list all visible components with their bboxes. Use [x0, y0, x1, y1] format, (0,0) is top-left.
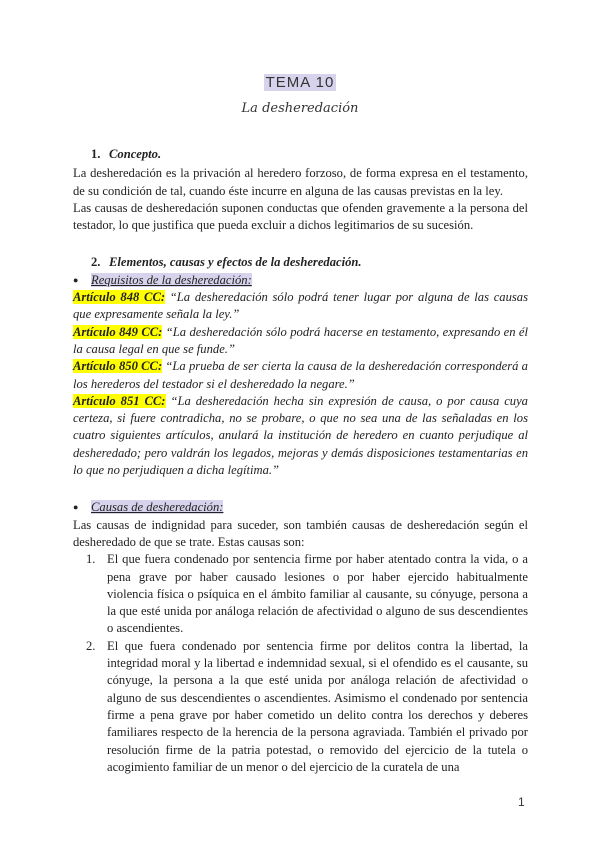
section-heading-2: 2. Elementos, causas y efectos de la desheredación.	[91, 255, 362, 270]
bullet-icon: ●	[73, 502, 79, 513]
section-heading-1: 1. Concepto.	[91, 147, 162, 161]
paragraph: La desheredación es la privación al heredero forzoso, de forma expresa en el testamento, de su condición de tal, cuando éste incurre en alguna de las causas previstas en la ley.	[73, 166, 528, 198]
list-item: 1. El que fuera condenado por sentencia firme por haber atentado contra la vida, o a pena grave por haber causado lesiones o por haber ejercido habitualmente violencia física o psíquica en el ámbito familiar al causante, su cónyuge, persona a la que esté unida por análoga relación de afectividad o alguno de sus descendientes o ascendientes.	[86, 552, 528, 636]
article-quote: Artículo 848 CC: “La desheredación sólo podrá tener lugar por alguna de las causas que expresamente señala la ley.”	[73, 290, 528, 322]
document-body	[73, 146, 528, 776]
page-title: TEMA 10	[265, 74, 335, 91]
bullet-item: ● Causas de desheredación:	[73, 499, 528, 516]
article-quote: Artículo 851 CC: “La desheredación hecha sin expresión de causa, o por causa cuya certeza, si fuere contradicha, no se probare, o que no sea una de las señaladas en los cuatro siguientes artículos, anulará la institución de heredero en cuanto perjudique al desheredado; pero valdrán los legados, mejoras y demás disposiciones testamentarias en lo que no perjudiquen a dicha legítima.”	[73, 393, 528, 478]
bullet-icon: ●	[73, 274, 79, 285]
causes-list	[73, 551, 528, 776]
article-quote: Artículo 849 CC: “La desheredación sólo podrá hacerse en testamento, expresando en él la causa legal en que se funde.”	[73, 324, 529, 356]
page-subtitle: La desheredación	[241, 101, 359, 116]
page-number: 1	[518, 795, 525, 809]
list-item: 2. El que fuera condenado por sentencia firme por delitos contra la libertad, la integridad moral y la libertad e indemnidad sexual, si el ofendido es el causante, su cónyuge, la persona a la que esté unida por análoga relación de afectividad o alguno de sus descendientes o ascendientes. Asimismo el condenado por sentencia firme a pena grave por haber cometido un delito contra los derechos y deberes familiares respecto de la herencia de la persona agraviada. También el privado por resolución firme de la patria potestad, o removido del ejercicio de la tutela o acogimiento familiar de un menor o del ejercicio de la curatela de una	[86, 638, 528, 774]
paragraph: Las causas de desheredación suponen conductas que ofenden gravemente a la persona del testador, lo que justifica que pueda excluir a dichos legitimarios de su sucesión.	[73, 200, 528, 233]
article-quote: Artículo 850 CC: “La prueba de ser cierta la causa de la desheredación corresponderá a los herederos del testador si el desheredado la negare.”	[73, 359, 528, 391]
bullet-item: ● Requisitos de la desheredación:	[73, 272, 528, 289]
paragraph: Las causas de indignidad para suceder, son también causas de desheredación según el desheredado de que se trate. Estas causas son:	[73, 517, 528, 549]
